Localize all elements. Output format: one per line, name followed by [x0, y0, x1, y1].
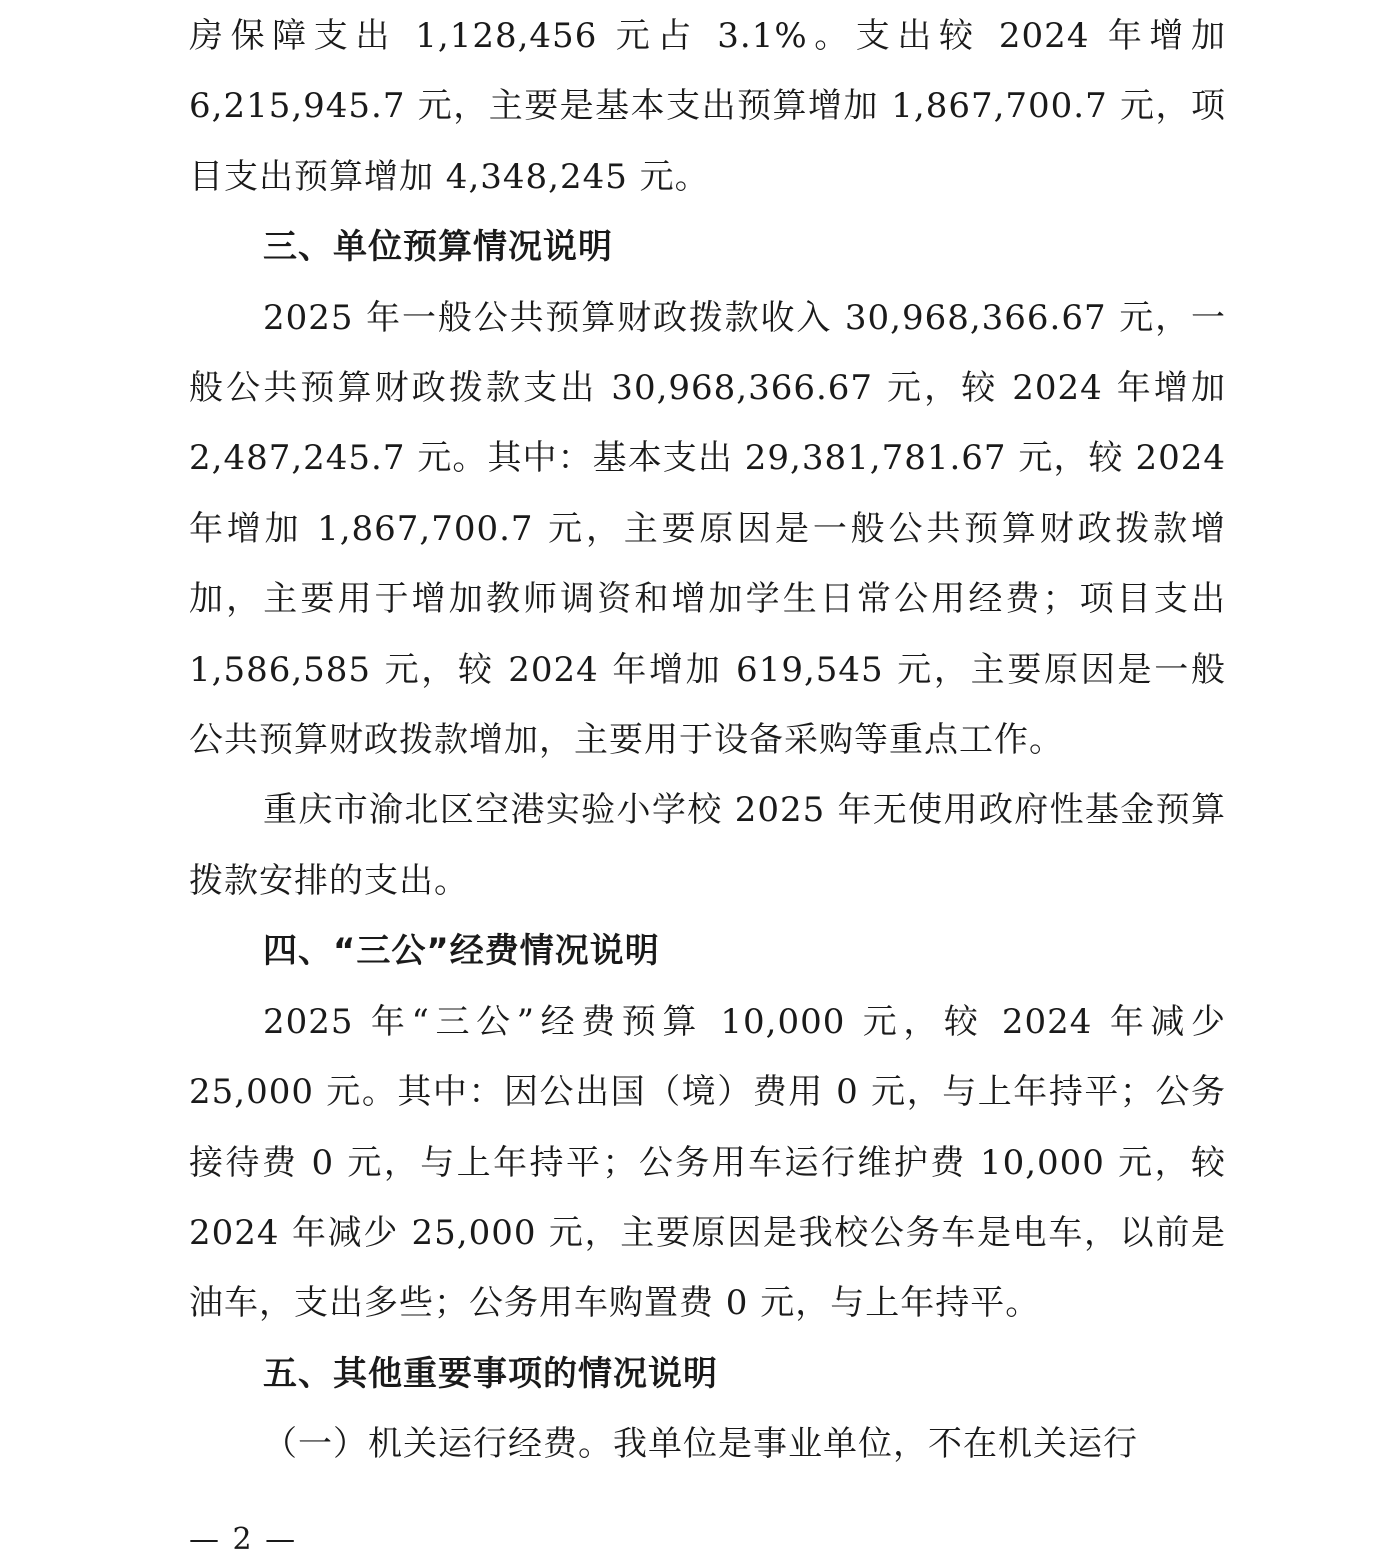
paragraph-housing-expenditure: 房保障支出 1,128,456 元占 3.1%。支出较 2024 年增加 6,215,945.7 元，主要是基本支出预算增加 1,867,700.7 元，项目支出预算增加 4,348,245 元。	[189, 16, 1226, 197]
paragraph-government-fund: 重庆市渝北区空港实验小学校 2025 年无使用政府性基金预算拨款安排的支出。	[189, 790, 1226, 901]
paragraph-general-budget: 2025 年一般公共预算财政拨款收入 30,968,366.67 元，一般公共预算财政拨款支出 30,968,366.67 元，较 2024 年增加 2,487,245.7 元。其中：基本支出 29,381,781.67 元，较 2024 年增加 1,867,700.7 元，主要原因是一般公共预算财政拨款增加，主要用于增加教师调资和增加学生日常公用经费；项目支出 1,586,585 元，较 2024 年增加 619,545 元，主要原因是一般公共预算财政拨款增加，主要用于设备采购等重点工作。	[189, 297, 1226, 761]
section-heading-unit-budget: 三、单位预算情况说明	[263, 227, 613, 268]
section-heading-other-matters: 五、其他重要事项的情况说明	[263, 1353, 718, 1394]
page-number: — 2 —	[189, 1522, 298, 1557]
document-page	[189, 0, 1226, 1480]
section-heading-three-public: 四、“三公”经费情况说明	[263, 931, 660, 972]
paragraph-three-public-expenses: 2025 年“三公”经费预算 10,000 元，较 2024 年减少 25,000 元。其中：因公出国（境）费用 0 元，与上年持平；公务接待费 0 元，与上年持平；公务用车运行维护费 10,000 元，较 2024 年减少 25,000 元，主要原因是我校公务车是电车，以前是油车，支出多些；公务用车购置费 0 元，与上年持平。	[189, 1001, 1226, 1324]
paragraph-operating-expenses: （一）机关运行经费。我单位是事业单位，不在机关运行	[263, 1424, 1138, 1465]
